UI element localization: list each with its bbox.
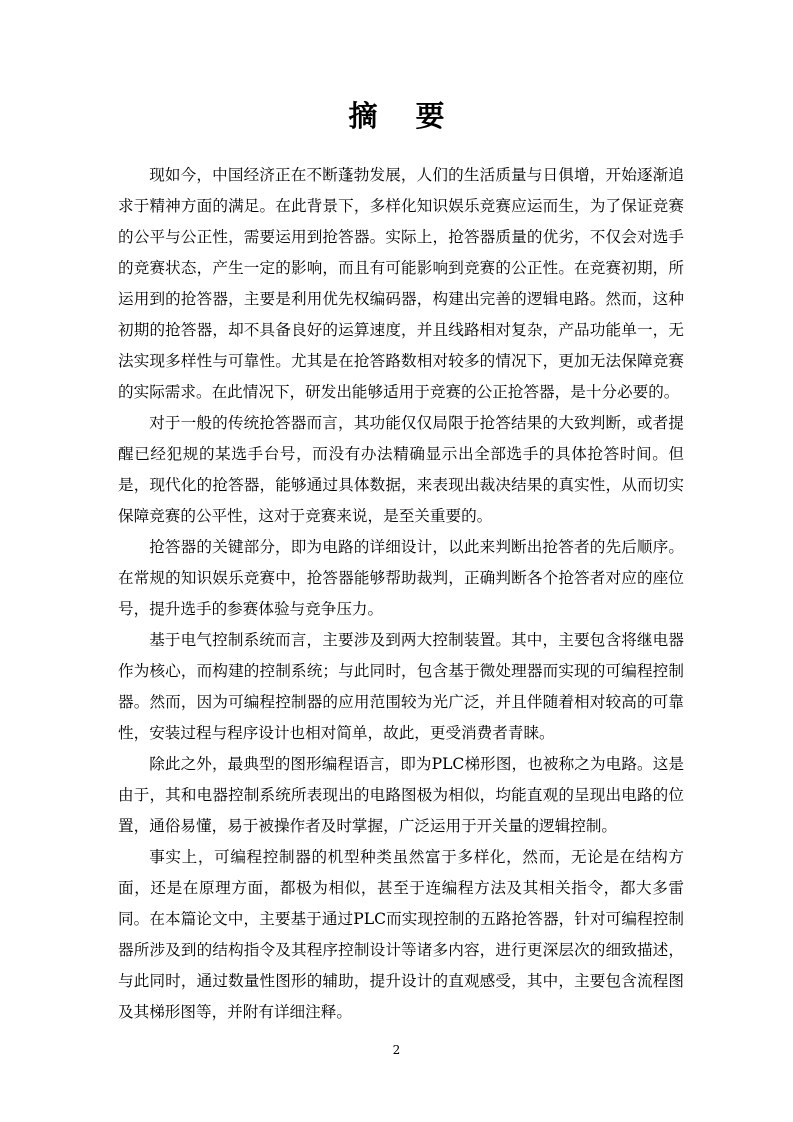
- abstract-body: [118, 160, 684, 1028]
- paragraph: 基于电气控制系统而言，主要涉及到两大控制装置。其中，主要包含将继电器作为核心，而构建的控制系统；与此同时，包含基于微处理器而实现的可编程控制器。然而，因为可编程控制器的应用范围较为光广泛，并且伴随着相对较高的可靠性，安装过程与程序设计也相对简单，故此，更受消费者青睐。: [118, 631, 684, 742]
- page-number: 2: [392, 1043, 401, 1057]
- paragraph: 事实上，可编程控制器的机型种类虽然富于多样化，然而，无论是在结构方面，还是在原理方面，都极为相似，甚至于连编程方法及其相关指令，都大多雷同。在本篇论文中，主要基于通过PLC而实现控制的五路抢答器，针对可编程控制器所涉及到的结构指令及其程序控制设计等诸多内容，进行更深层次的细致描述，与此同时，通过数量性图形的辅助，提升设计的直观感受，其中，主要包含流程图及其梯形图等，并附有详细注释。: [118, 848, 684, 1021]
- paragraph: 现如今，中国经济正在不断蓬勃发展，人们的生活质量与日俱增，开始逐渐追求于精神方面的满足。在此背景下，多样化知识娱乐竞赛应运而生，为了保证竞赛的公平与公正性，需要运用到抢答器。实际上，抢答器质量的优劣，不仅会对选手的竞赛状态，产生一定的影响，而且有可能影响到竞赛的公正性。在竞赛初期，所运用到的抢答器，主要是利用优先权编码器，构建出完善的逻辑电路。然而，这种初期的抢答器，却不具备良好的运算速度，并且线路相对复杂，产品功能单一，无法实现多样性与可靠性。尤其是在抢答路数相对较多的情况下，更加无法保障竞赛的实际需求。在此情况下，研发出能够适用于竞赛的公正抢答器，是十分必要的。: [118, 166, 684, 401]
- paragraph: 除此之外，最典型的图形编程语言，即为PLC梯形图，也被称之为电路。这是由于，其和电器控制系统所表现出的电路图极为相似，均能直观的呈现出电路的位置，通俗易懂，易于被操作者及时掌握，广泛运用于开关量的逻辑控制。: [118, 755, 684, 835]
- page-title: 摘 要: [348, 99, 459, 133]
- paragraph: 抢答器的关键部分，即为电路的详细设计，以此来判断出抢答者的先后顺序。在常规的知识娱乐竞赛中，抢答器能够帮助裁判，正确判断各个抢答者对应的座位号，提升选手的参赛体验与竞争压力。: [118, 538, 684, 618]
- paragraph: 对于一般的传统抢答器而言，其功能仅仅局限于抢答结果的大致判断，或者提醒已经犯规的某选手台号，而没有办法精确显示出全部选手的具体抢答时间。但是，现代化的抢答器，能够通过具体数据，来表现出裁决结果的真实性，从而切实保障竞赛的公平性，这对于竞赛来说，是至关重要的。: [118, 414, 684, 525]
